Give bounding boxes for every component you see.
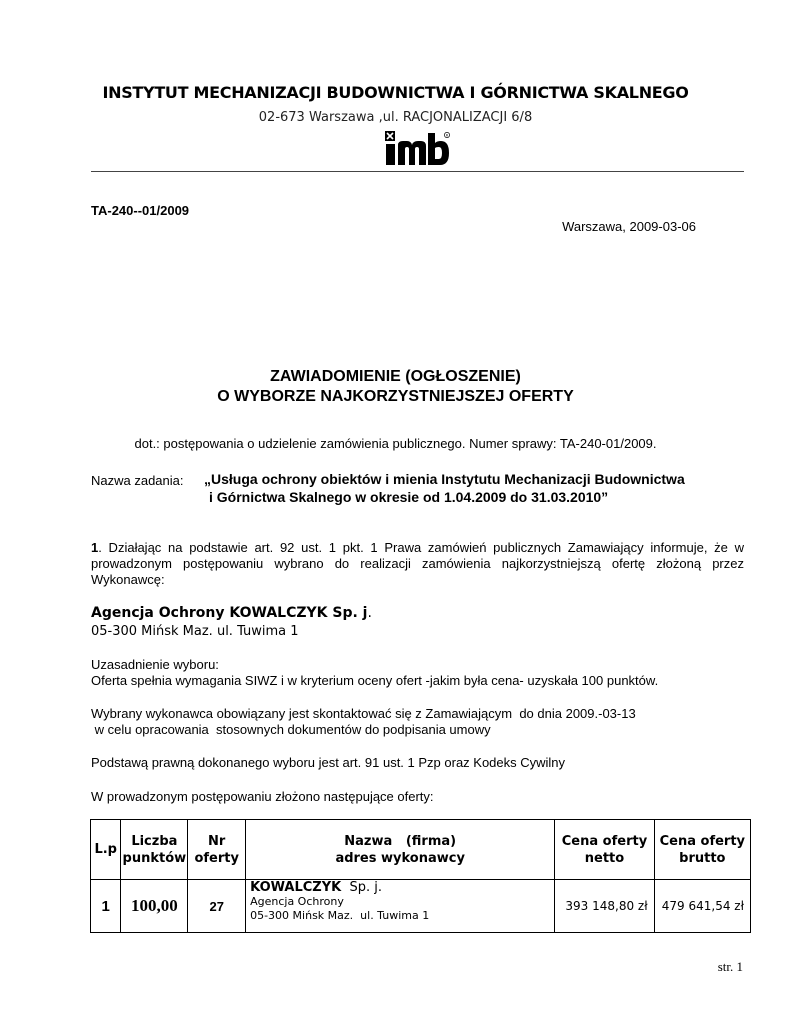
offers-table-header	[91, 820, 751, 880]
institute-address: 02-673 Warszawa ,ul. RACJONALIZACJI 6/8	[258, 110, 533, 125]
row-offer-number: 27	[188, 880, 246, 933]
svg-text:R: R	[445, 133, 449, 138]
header-gross-line2: brutto	[679, 850, 726, 866]
row-firm	[246, 880, 555, 933]
row-firm-name: KOWALCZYK	[250, 880, 342, 895]
header-nr-line1: Nr	[208, 833, 226, 849]
row-net-price: 393 148,80 zł	[555, 880, 654, 933]
header-name-line1: Nazwa (firma)	[344, 833, 457, 849]
row-gross-price: 479 641,54 zł	[654, 880, 750, 933]
section-1-paragraph	[91, 540, 744, 588]
row-lp: 1	[91, 880, 121, 933]
reference-number: TA-240--01/2009	[91, 203, 190, 218]
contact-line1: Wybrany wykonawca obowiązany jest skontaktować się z Zamawiającym do dnia 2009.-03-13	[91, 706, 636, 721]
section-1-text: . Działając na podstawie art. 92 ust. 1 pkt. 1 Prawa zamówień publicznych Zamawiający informuje, że w prowadzonym postępowaniu wybrano do realizacji zamówienia najkorzystniejszą ofertę złożoną przez Wykonawcę:	[91, 540, 744, 587]
case-reference: dot.: postępowania o udzielenie zamówienia publicznego. Numer sprawy: TA-240-01/2009.	[134, 436, 657, 451]
row-firm-address: 05-300 Mińsk Maz. ul. Tuwima 1	[250, 909, 430, 922]
winner-name	[91, 605, 372, 621]
row-firm-suffix: Sp. j.	[341, 880, 382, 895]
table-row	[91, 880, 751, 933]
legal-basis: Podstawą prawną dokonanego wyboru jest art. 91 ust. 1 Pzp oraz Kodeks Cywilny	[91, 755, 566, 770]
justification-heading: Uzasadnienie wyboru:	[91, 657, 219, 672]
header-nr-line2: oferty	[194, 850, 239, 866]
header-offer-number	[188, 820, 246, 880]
header-points	[121, 820, 188, 880]
header-net-line1: Cena oferty	[561, 833, 648, 849]
row-points: 100,00	[121, 880, 188, 933]
winner-name-text: Agencja Ochrony KOWALCZYK Sp. j	[91, 605, 368, 621]
institute-name: INSTYTUT MECHANIZACJI BUDOWNICTWA I GÓRNICTWA SKALNEGO	[102, 83, 689, 102]
section-number: 1	[91, 540, 99, 555]
header-name	[246, 820, 555, 880]
header-divider	[91, 171, 744, 172]
header-points-line2: punktów	[122, 850, 187, 866]
contact-line2: w celu opracowania stosownych dokumentów do podpisania umowy	[91, 722, 491, 737]
task-name-line1: „Usługa ochrony obiektów i mienia Instytutu Mechanizacji Budownictwa	[204, 471, 685, 487]
task-name-line2: i Górnictwa Skalnego w okresie od 1.04.2009 do 31.03.2010”	[209, 489, 609, 505]
header-gross-line1: Cena oferty	[659, 833, 746, 849]
task-label: Nazwa zadania:	[91, 473, 184, 488]
header-lp: L.p	[91, 820, 121, 880]
justification-text: Oferta spełnia wymagania SIWZ i w kryterium oceny ofert -jakim była cena- uzyskała 100 punktów.	[91, 673, 659, 688]
header-net-line2: netto	[584, 850, 625, 866]
imb-logo	[385, 131, 451, 167]
page-number: str. 1	[717, 959, 743, 974]
offers-table	[90, 819, 751, 933]
document-title-line2: O WYBORZE NAJKORZYSTNIEJSZEJ OFERTY	[217, 388, 574, 405]
header-net-price	[555, 820, 654, 880]
winner-name-suffix: .	[367, 605, 372, 621]
header-points-line1: Liczba	[131, 833, 178, 849]
winner-address: 05-300 Mińsk Maz. ul. Tuwima 1	[91, 624, 299, 639]
row-firm-line2: Agencja Ochrony	[250, 895, 344, 908]
offers-intro: W prowadzonym postępowaniu złożono następujące oferty:	[91, 789, 434, 804]
document-date: Warszawa, 2009-03-06	[562, 219, 696, 234]
header-gross-price	[654, 820, 750, 880]
header-name-line2: adres wykonawcy	[335, 850, 465, 866]
document-title-line1: ZAWIADOMIENIE (OGŁOSZENIE)	[270, 368, 521, 385]
